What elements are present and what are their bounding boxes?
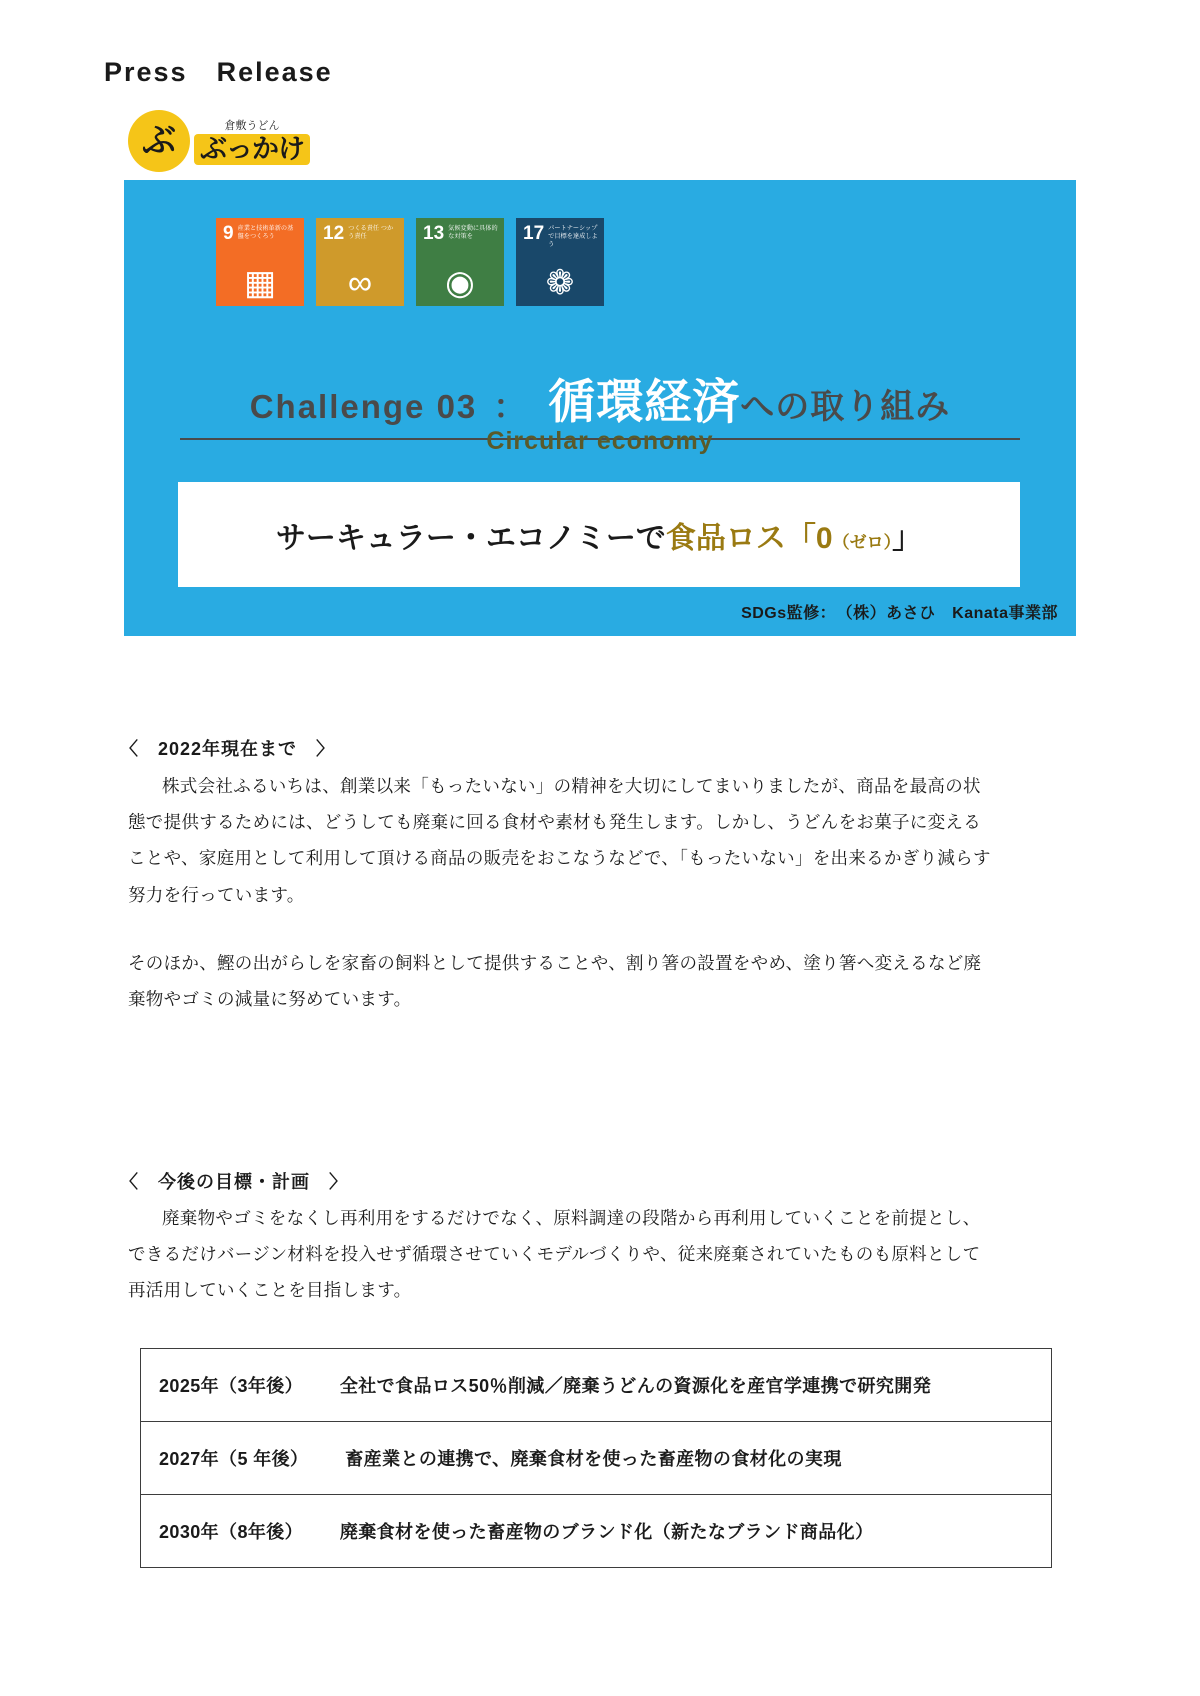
goal-year: 2025年（3年後） xyxy=(159,1376,304,1396)
goal-row-3 xyxy=(141,1495,1052,1568)
goal-row-1 xyxy=(141,1349,1052,1422)
sdg-icon-17 xyxy=(516,218,604,306)
challenge-colon: ： xyxy=(493,388,527,425)
sdg-number: 17 xyxy=(523,223,545,244)
goal-plan: 畜産業との連携で、廃棄食材を使った畜産物の食材化の実現 xyxy=(345,1449,842,1469)
table-row xyxy=(141,1495,1052,1568)
sdg-icon-row xyxy=(216,218,604,306)
sdg-title: パートナーシップで目標を達成しよう xyxy=(548,225,598,248)
sdg-icon-9 xyxy=(216,218,304,306)
sdg-number: 13 xyxy=(423,223,445,244)
logo-subtitle: 倉敷うどん xyxy=(224,119,280,132)
logo-name: ぶっかけ xyxy=(194,134,310,165)
headline-accent-small: （ゼロ） xyxy=(832,532,893,552)
challenge-highlight: 循環経済 xyxy=(548,375,741,428)
goal-table xyxy=(140,1348,1052,1568)
logo-text xyxy=(194,117,310,165)
sdg-icon-12 xyxy=(316,218,404,306)
challenge-subtitle-en: Circular economy xyxy=(486,427,714,455)
industry-icon: ▦ xyxy=(243,264,277,302)
company-logo xyxy=(130,110,320,172)
section-paragraph-future-1: 廃棄物やゴミをなくし再利用をするだけでなく、原料調達の段階から再利用していくことを前提とし、できるだけバージン材料を投入せず循環させていくモデルづくりや、従来廃棄されていたものも原料として再活用していくことを目指します。 xyxy=(128,1208,981,1301)
sdg-title: 産業と技術革新の基盤をつくろう xyxy=(237,225,294,240)
infinity-icon: ∞ xyxy=(347,264,373,302)
table-row xyxy=(141,1349,1052,1422)
sdg-title: つくる責任 つかう責任 xyxy=(348,225,394,240)
section-title-future: 〈 今後の目標・計画 〉 xyxy=(120,1172,348,1192)
partnership-rings-icon: ❁ xyxy=(545,264,575,302)
page-title: Press Release xyxy=(104,57,333,87)
table-row xyxy=(141,1422,1052,1495)
goal-row-2 xyxy=(141,1422,1052,1495)
goal-year: 2027年（5 年後） xyxy=(159,1449,309,1469)
headline-accent: 食品ロス「0 xyxy=(665,521,833,555)
challenge-rest: への取り組み xyxy=(740,388,951,426)
goal-year: 2030年（8年後） xyxy=(159,1522,304,1542)
headline-prefix: サーキュラー・エコノミーで xyxy=(275,521,666,555)
challenge-banner xyxy=(124,180,1076,636)
sdgs-credit: SDGs監修： （株）あさひ Kanata事業部 xyxy=(741,605,1058,622)
section-title-current: 〈 2022年現在まで 〉 xyxy=(120,739,336,759)
goal-plan: 廃棄食材を使った畜産物のブランド化（新たなブランド商品化） xyxy=(339,1522,874,1542)
globe-eye-icon: ◉ xyxy=(445,264,475,302)
headline-box xyxy=(178,482,1020,587)
sdg-title: 気候変動に具体的な対策を xyxy=(448,225,498,240)
section-paragraph-current-1: 株式会社ふるいちは、創業以来「もったいない」の精神を大切にしてまいりましたが、商品を最高の状態で提供するためには、どうしても廃棄に回る食材や素材も発生します。しかし、うどんをお菓子に変えることや、家庭用として利用して頂ける商品の販売をおこなうなどで、「もったいない」を出来るかぎり減らす努力を行っています。 xyxy=(128,776,991,905)
goal-plan: 全社で食品ロス50％削減／廃棄うどんの資源化を産官学連携で研究開発 xyxy=(339,1376,932,1396)
sdg-icon-13 xyxy=(416,218,504,306)
section-paragraph-current-2: そのほか、鰹の出がらしを家畜の飼料として提供することや、割り箸の設置をやめ、塗り箸へ変えるなど廃棄物やゴミの減量に努めています。 xyxy=(128,953,982,1010)
headline-accent-end: 」 xyxy=(892,521,923,555)
challenge-label: Challenge 03 xyxy=(249,388,478,425)
headline-text xyxy=(276,513,922,557)
sdg-number: 12 xyxy=(323,223,345,244)
sdg-number: 9 xyxy=(223,223,234,244)
logo-mark-icon: ぶ xyxy=(130,112,188,170)
